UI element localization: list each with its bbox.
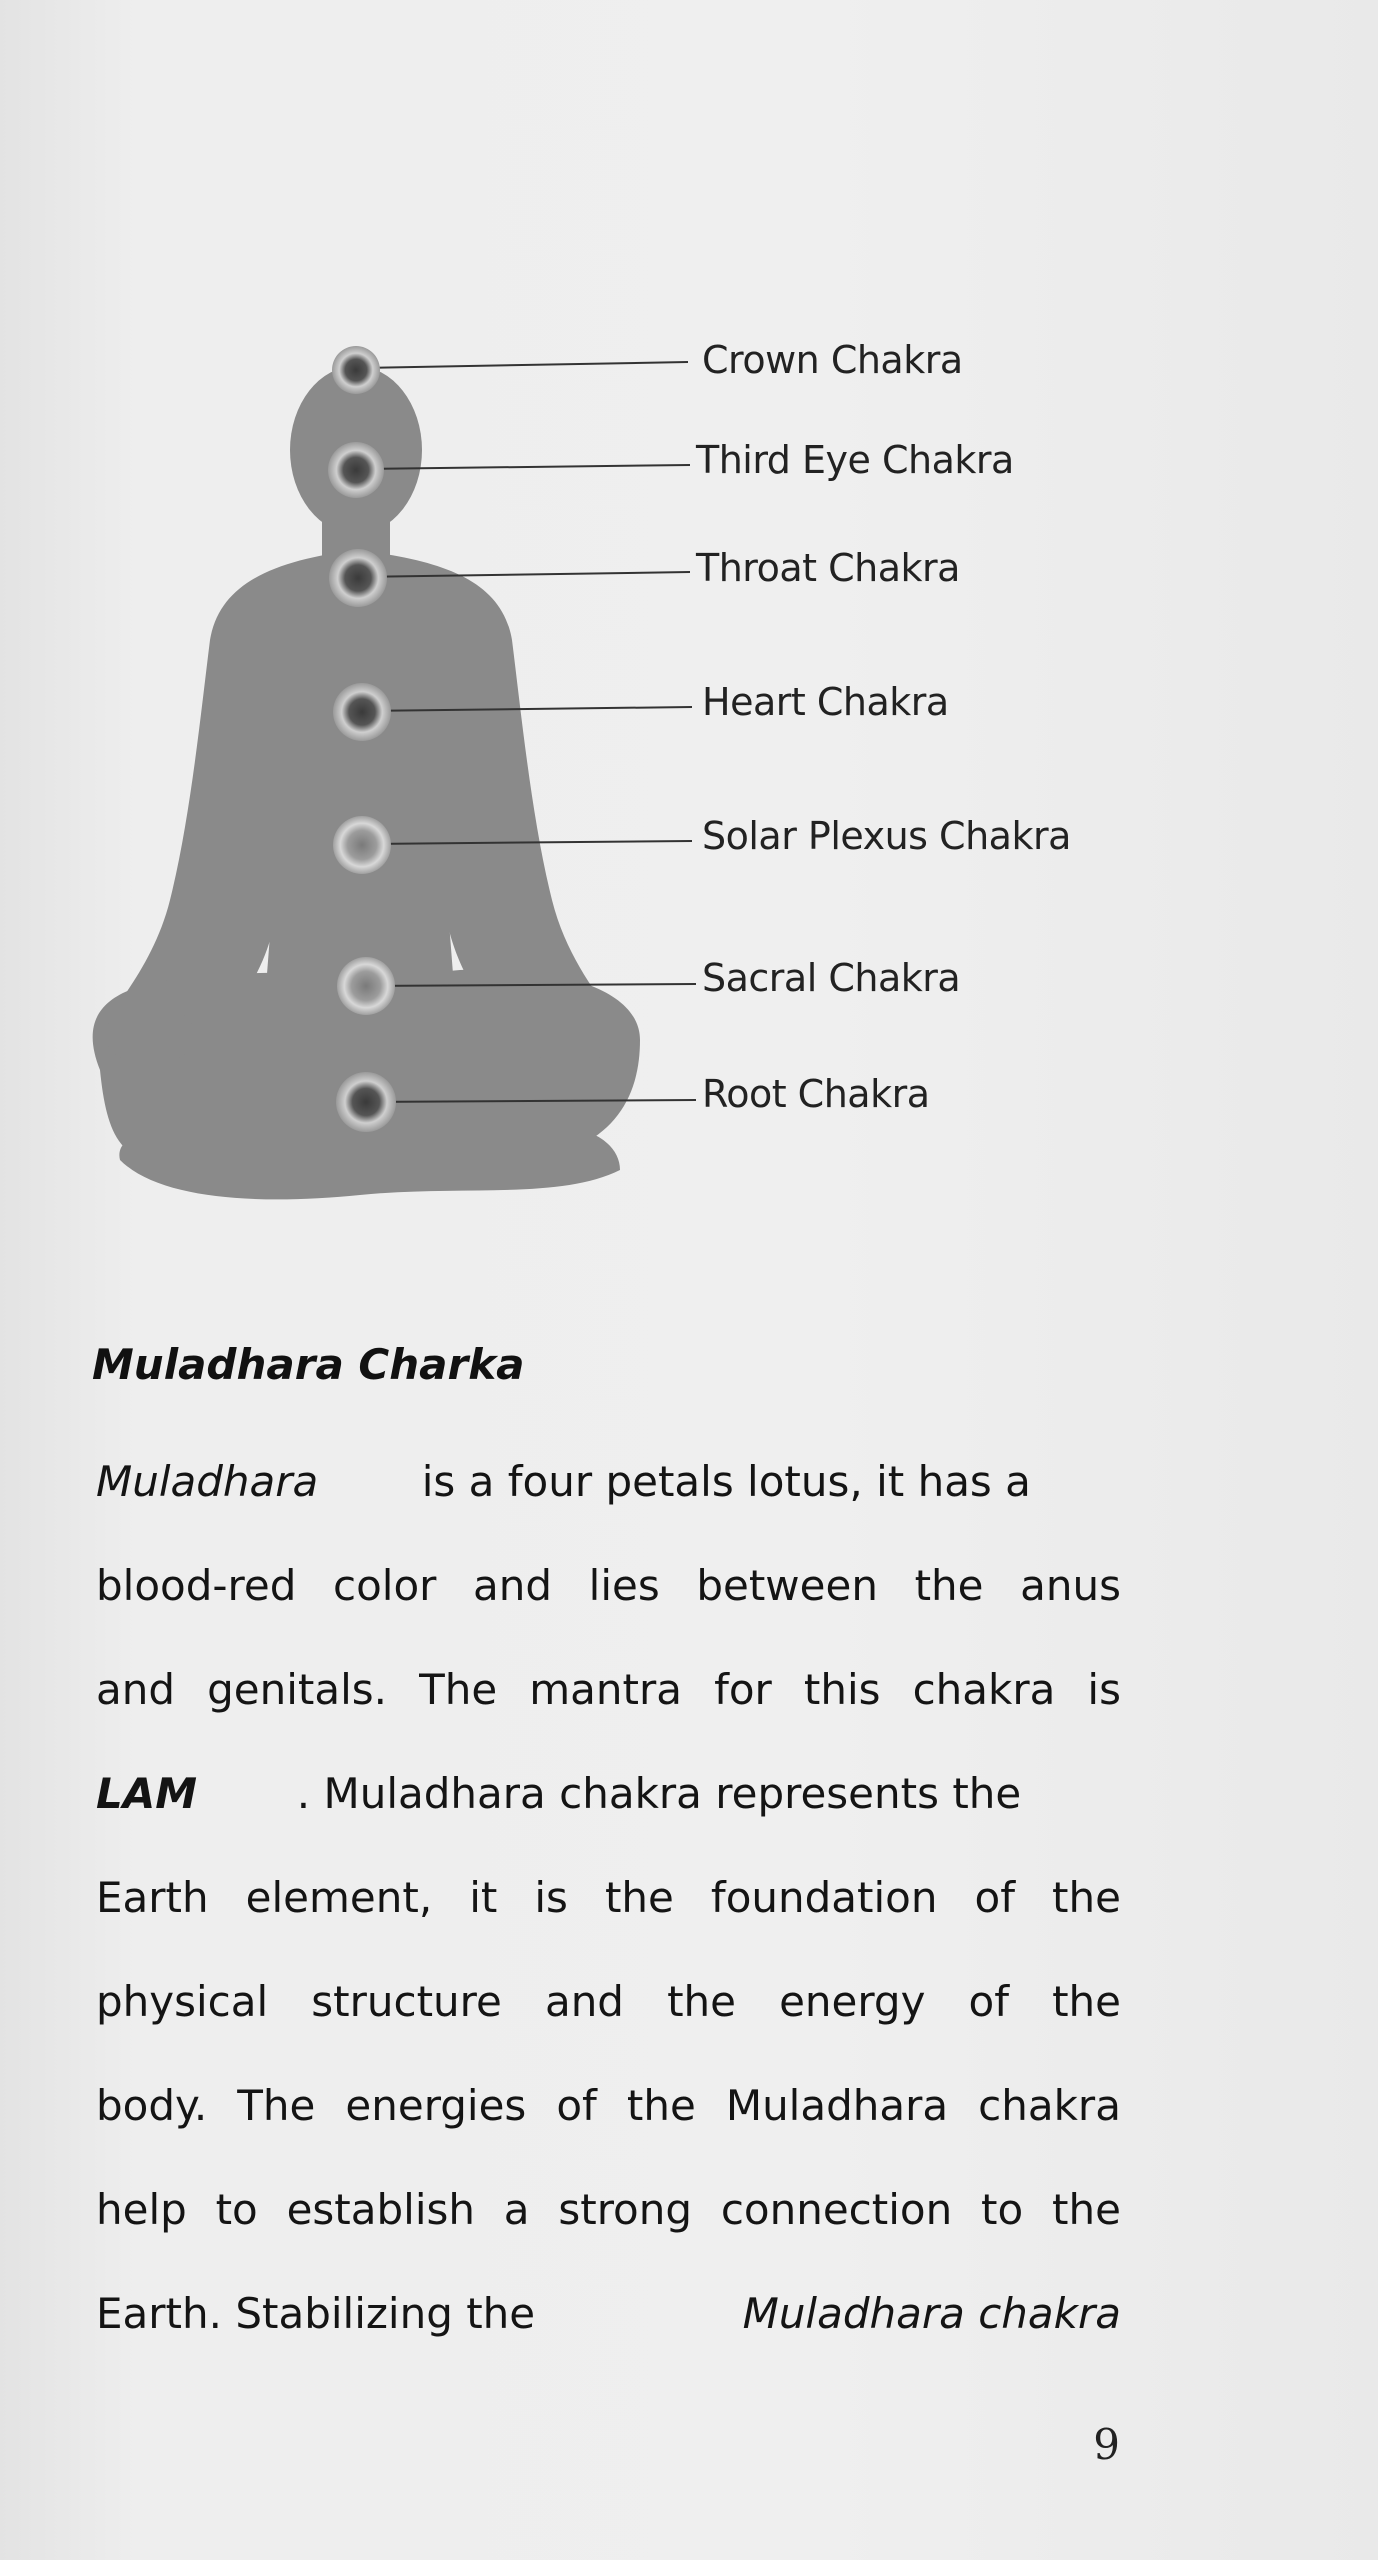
heart-chakra-dot [333,683,391,741]
page-number: 9 [1093,2420,1120,2469]
third-eye-chakra-dot [328,442,384,498]
solar-plexus-chakra-dot [333,816,391,874]
text-line: blood-red color and lies between the anus [96,1561,1121,1610]
sacral-chakra-dot [337,957,395,1015]
text-line: physical structure and the energy of the [96,1977,1121,2026]
text-line: Earth element, it is the foundation of the [96,1873,1121,1922]
chakra-label-sacral: Sacral Chakra [702,956,961,1000]
text-line: body. The energies of the Muladhara chakra [96,2081,1121,2130]
text-line: and genitals. The mantra for this chakra is [96,1665,1121,1714]
chakra-figure [60,300,1120,1240]
chakra-label-crown: Crown Chakra [702,338,963,382]
throat-chakra-dot [329,549,387,607]
crown-chakra-dot [332,346,380,394]
root-chakra-dot [336,1072,396,1132]
text-line: Earth. Stabilizing the Muladhara chakra [96,2289,1121,2338]
chakra-label-third-eye: Third Eye Chakra [696,438,1014,482]
text-line: help to establish a strong connection to the [96,2185,1121,2234]
chakra-label-solar-plexus: Solar Plexus Chakra [702,814,1071,858]
text-line: Muladhara is a four petals lotus, it has a [96,1457,1031,1506]
chakra-label-root: Root Chakra [702,1072,930,1116]
text-line: LAM . Muladhara chakra represents the [96,1769,1022,1818]
chakra-label-throat: Throat Chakra [696,546,960,590]
body-paragraph [96,1430,1121,2366]
section-heading: Muladhara Charka [92,1340,525,1389]
chakra-label-heart: Heart Chakra [702,680,949,724]
